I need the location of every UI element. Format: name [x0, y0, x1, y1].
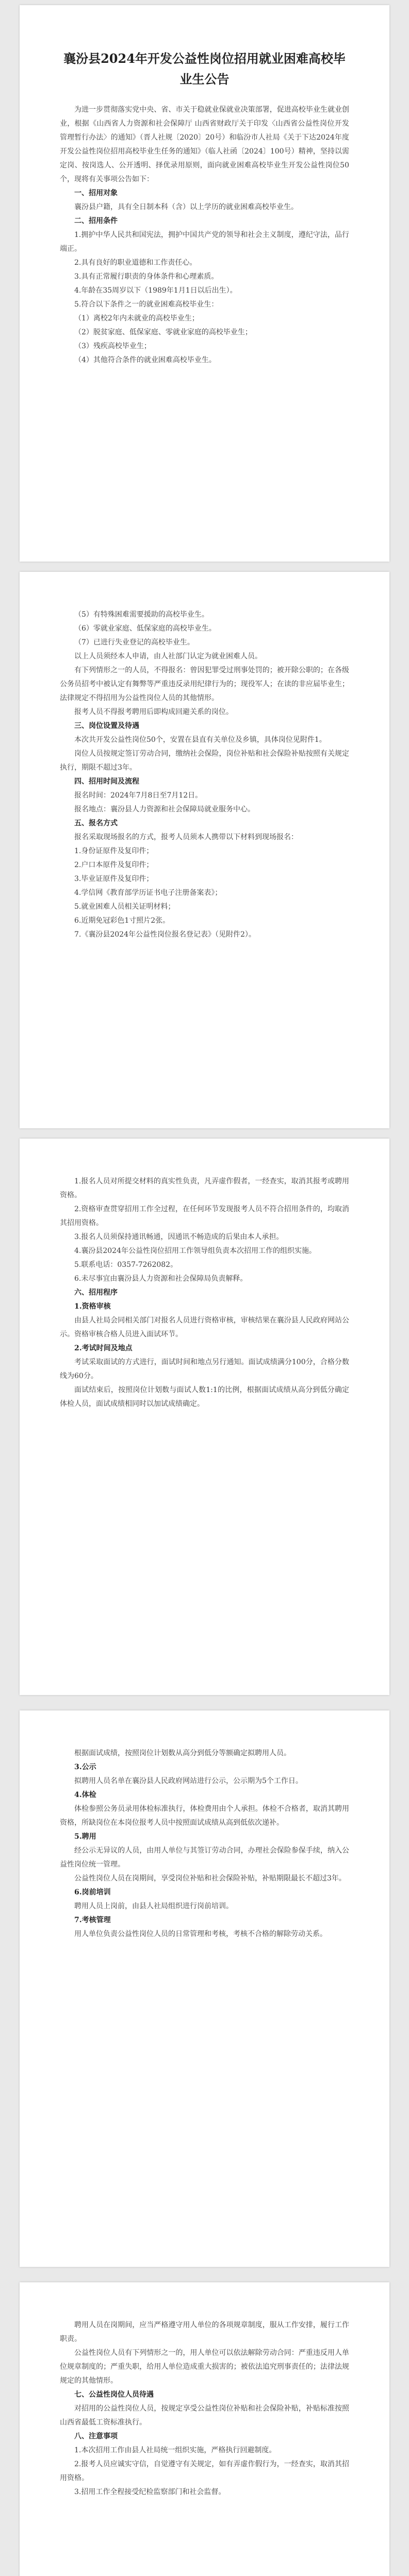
- document-title: 襄汾县2024年开发公益性岗位招用就业困难高校毕业生公告: [63, 51, 346, 87]
- document-page-5: [20, 2282, 389, 2576]
- body-paragraph: 有下列情形之一的人员，不得报名：曾因犯罪受过刑事处罚的；被开除公职的；在各级公务员招考中被认定有舞弊等严重违反录用纪律行为的；现役军人；在读的非应届毕业生；法律规定不得招用为公益性岗位人员的其他情形。: [60, 666, 349, 702]
- document-page-3: [20, 1139, 389, 1695]
- body-paragraph: 3.毕业证原件及复印件；: [74, 875, 154, 883]
- body-paragraph: 聘用人员上岗前，由县人社局组织进行岗前培训。: [74, 1902, 233, 1910]
- body-paragraph: 2.具有良好的职业道德和工作责任心。: [74, 259, 197, 267]
- body-paragraph: （1）离校2年内未就业的高校毕业生；: [74, 314, 199, 323]
- body-paragraph: 1.报名人员对所提交材料的真实性负责，凡弄虚作假者，一经查实，取消其报考或聘用资格。: [60, 1177, 349, 1199]
- body-paragraph: 考试采取面试的方式进行，面试时间和地点另行通知。面试成绩满分100分，合格分数线为60分。: [60, 1358, 349, 1380]
- body-paragraph: （3）残疾高校毕业生；: [74, 342, 151, 350]
- section-heading: 四、招用时间及流程: [74, 777, 139, 786]
- page-content: [60, 1747, 349, 1941]
- body-paragraph: 聘用人员在岗期间，应当严格遵守用人单位的各项规章制度，服从工作安排，履行工作职责。: [60, 2321, 349, 2343]
- body-paragraph: 6.未尽事宜由襄汾县人力资源和社会保障局负责解释。: [74, 1275, 248, 1283]
- subsection-heading: 2.考试时间及地点: [74, 1344, 133, 1352]
- body-paragraph: 由县人社局会同相关部门对报名人员进行资格审核，审核结果在襄汾县人民政府网站公示。资格审核合格人员进入面试环节。: [60, 1316, 349, 1338]
- page-content: [60, 103, 349, 367]
- body-paragraph: 5.符合以下条件之一的就业困难高校毕业生：: [74, 300, 219, 309]
- body-paragraph: 5.就业困难人员相关证明材料；: [74, 903, 175, 911]
- body-paragraph: 本次共开发公益性岗位50个，安置在县直有关单位及乡镇，具体岗位见附件1。: [74, 736, 326, 744]
- document-page-2: [20, 572, 389, 1128]
- body-paragraph: （7）已进行失业登记的高校毕业生。: [74, 638, 194, 647]
- body-paragraph: 报名采取现场报名的方式，报考人员须本人携带以下材料到现场报名：: [74, 833, 298, 841]
- body-paragraph: （5）有特殊困难需要援助的高校毕业生。: [74, 611, 209, 619]
- body-paragraph: 报考人员不得报考聘用后即构成回避关系的岗位。: [74, 708, 233, 716]
- body-paragraph: 面试结束后，按照岗位计划数与面试人数1:1的比例，根据面试成绩从高分到低分确定体检人员，面试成绩相同时以加试成绩确定。: [60, 1386, 349, 1408]
- section-heading: 八、注意事项: [74, 2432, 118, 2441]
- body-paragraph: 以上人员须经本人申请，由人社部门认定为就业困难人员。: [74, 652, 262, 660]
- subsection-heading: 5.聘用: [74, 1833, 96, 1841]
- page-content: [60, 2318, 349, 2499]
- body-paragraph: 3.招用工作全程接受纪检监察部门和社会监督。: [74, 2488, 226, 2496]
- body-paragraph: 用人单位负责公益性岗位人员的日常管理和考核，考核不合格的解除劳动关系。: [74, 1930, 327, 1938]
- body-paragraph: 2.户口本原件及复印件；: [74, 861, 154, 869]
- body-paragraph: 2.资格审查贯穿招用工作全过程，在任何环节发现报考人员不符合招用条件的，均取消其招用资格。: [60, 1205, 349, 1227]
- body-paragraph: 襄汾县户籍，具有全日制本科（含）以上学历的就业困难高校毕业生。: [74, 203, 298, 211]
- body-paragraph: 2.报考人员应诚实守信，自觉遵守有关规定，如有弄虚作假行为，一经查实，取消其招用资格。: [60, 2460, 349, 2482]
- body-paragraph: 公益性岗位人员有下列情形之一的，用人单位可以依法解除劳动合同：严重违反用人单位规章制度的；严重失职，给用人单位造成重大损害的；被依法追究刑事责任的；法律法规规定的其他情形。: [60, 2349, 349, 2385]
- subsection-heading: 6.岗前培训: [74, 1888, 111, 1896]
- body-paragraph: 拟聘用人员名单在襄汾县人民政府网站进行公示，公示期为5个工作日。: [74, 1777, 303, 1785]
- section-heading: 五、报名方式: [74, 819, 118, 827]
- body-paragraph: （6）零就业家庭、低保家庭的高校毕业生。: [74, 624, 216, 633]
- body-paragraph: 体检参照公务员录用体检标准执行，体检费用由个人承担。体检不合格者，取消其聘用资格，所缺岗位在本岗位报考人员中按照面试成绩从高到低依次递补。: [60, 1805, 349, 1827]
- subsection-heading: 1.资格审核: [74, 1302, 111, 1311]
- section-heading: 七、公益性岗位人员待遇: [74, 2391, 154, 2399]
- page-content: [60, 608, 349, 942]
- body-paragraph: 3.报名人员须保持通讯畅通，因通讯不畅造成的后果由本人承担。: [74, 1233, 284, 1241]
- section-heading: 六、招用程序: [74, 1289, 118, 1297]
- body-paragraph: 6.近期免冠彩色1寸照片2张。: [74, 917, 170, 925]
- body-paragraph: 对招用的公益性岗位人员，按规定享受公益性岗位补贴和社会保险补贴，补贴标准按照山西省最低工资标准执行。: [60, 2404, 349, 2427]
- body-paragraph: 4.襄汾县2024年公益性岗位招用工作领导组负责本次招用工作的组织实施。: [74, 1247, 316, 1255]
- body-paragraph: 4.学信网《教育部学历证书电子注册备案表》；: [74, 889, 222, 897]
- body-paragraph: 3.具有正常履行职责的身体条件和心理素质。: [74, 273, 219, 281]
- body-paragraph: （4）其他符合条件的就业困难高校毕业生。: [74, 356, 216, 364]
- subsection-heading: 4.体检: [74, 1791, 96, 1799]
- subsection-heading: 7.考核管理: [74, 1916, 111, 1924]
- body-paragraph: 1.拥护中华人民共和国宪法，拥护中国共产党的领导和社会主义制度，遵纪守法，品行端正。: [60, 231, 349, 253]
- body-paragraph: 1.身份证原件及复印件；: [74, 847, 154, 855]
- body-paragraph: 报名地点：襄汾县人力资源和社会保障局就业服务中心。: [74, 805, 255, 814]
- body-paragraph: 1.本次招用工作由县人社局统一组织实施，严格执行回避制度。: [74, 2446, 276, 2454]
- body-paragraph: 根据面试成绩，按照岗位计划数从高分到低分等额确定拟聘用人员。: [74, 1749, 291, 1757]
- section-heading: 二、招用条件: [74, 217, 118, 225]
- body-paragraph: 报名时间：2024年7月8日至7月12日。: [74, 791, 203, 800]
- document-page-1: [20, 5, 389, 562]
- body-paragraph: 7.《襄汾县2024年公益性岗位报名登记表》（见附件2）。: [74, 930, 256, 939]
- body-paragraph: 4.年龄在35周岁以下（1989年1月1日以后出生）。: [74, 286, 237, 295]
- body-paragraph: 为进一步贯彻落实党中央、省、市关于稳就业保就业决策部署，促进高校毕业生就业创业，根据《山西省人力资源和社会保障厅 山西省财政厅关于印发〈山西省公益性岗位开发管理暂行办法〉的通知》（晋人社规〔2020〕20号）和临汾市人社局《关于下达2024年度开发公益性岗位招用高校毕业生任务的通知》（临人社函〔2024〕100号）精神，坚持以需定岗、按岗选人、公开透明、择优录用原则，面向就业困难高校毕业生开发公益性岗位50个，现将有关事项公告如下：: [60, 106, 349, 183]
- section-heading: 三、岗位设置及待遇: [74, 722, 139, 730]
- page-content: [60, 1175, 349, 1411]
- body-paragraph: 经公示无异议的人员，由用人单位与其签订劳动合同，办理社会保险参保手续，纳入公益性岗位统一管理。: [60, 1846, 349, 1869]
- body-paragraph: （2）脱贫家庭、低保家庭、零就业家庭的高校毕业生；: [74, 328, 252, 336]
- body-paragraph: 岗位人员按规定签订劳动合同，缴纳社会保险，岗位补贴和社会保险补贴按照有关规定执行，期限不超过3年。: [60, 750, 349, 772]
- subsection-heading: 3.公示: [74, 1763, 96, 1771]
- document-page-4: [20, 1710, 389, 2267]
- body-paragraph: 公益性岗位人员在岗期间，享受岗位补贴和社会保险补贴，补贴期限最长不超过3年。: [74, 1874, 346, 1883]
- body-paragraph: 5.联系电话：0357-7262082。: [74, 1261, 178, 1269]
- section-heading: 一、招用对象: [74, 189, 118, 197]
